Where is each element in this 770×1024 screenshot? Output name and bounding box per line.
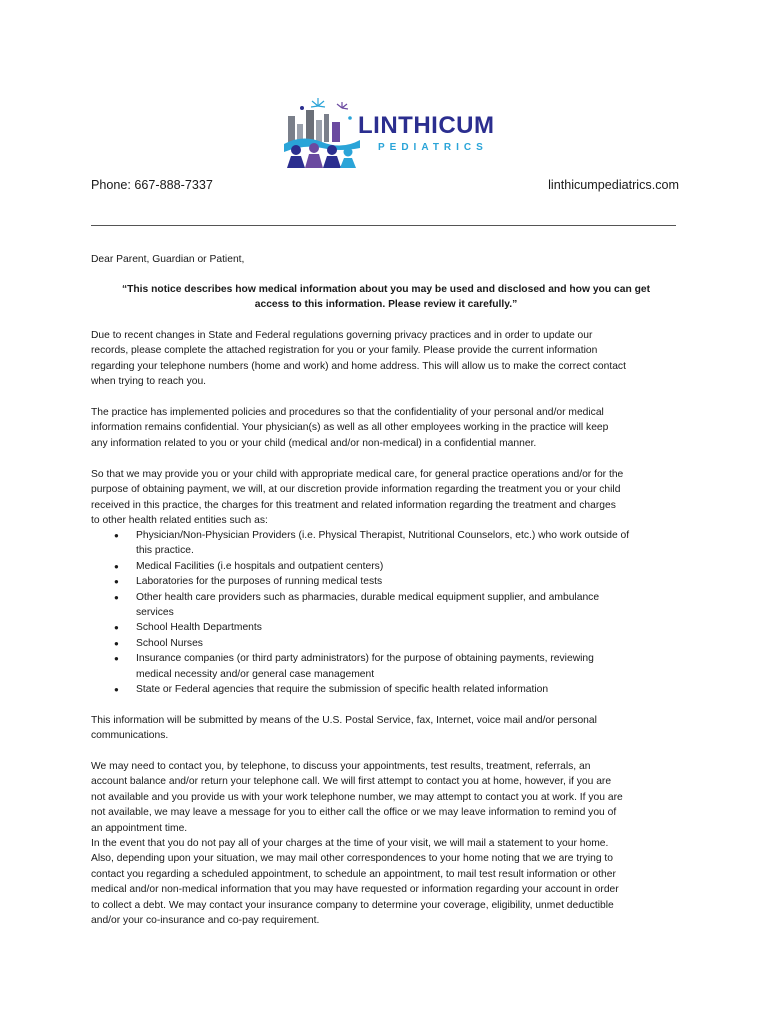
website-link[interactable]: linthicumpediatrics.com	[548, 178, 679, 192]
practice-logo	[282, 98, 495, 170]
list-item: ● School Health Departments	[91, 620, 683, 635]
list-item: ● School Nurses	[91, 636, 683, 651]
phone-number: Phone: 667-888-7337	[91, 178, 213, 192]
salutation: Dear Parent, Guardian or Patient,	[91, 254, 245, 265]
header-divider	[91, 225, 676, 226]
logo-subtitle: PEDIATRICS	[378, 142, 488, 153]
list-item: ● Physician/Non-Physician Providers (i.e. Physical Therapist, Nutritional Counselors, etc.) who work outside of this practice.	[91, 528, 683, 559]
list-item: ● State or Federal agencies that require the submission of specific health related information	[91, 682, 683, 697]
list-item: ● Medical Facilities (i.e hospitals and outpatient centers)	[91, 559, 683, 574]
list-item: ● Other health care providers such as pharmacies, durable medical equipment supplier, and ambulance services	[91, 590, 683, 621]
privacy-notice-heading: “This notice describes how medical information about you may be used and disclosed and how you can get access to this information. Please review it carefully.”	[121, 284, 651, 311]
paragraph-contact-and-billing: We may need to contact you, by telephone, to discuss your appointments, test results, treatment, referrals, an account balance and/or return your telephone call. We will first attempt to contact you at home, however, if you are not available and you provide us with your work telephone number, we may attempt to contact you at work. If you are not available, we may leave a message for you to either call the office or we may leave information to remind you of an appointment time. In the event that you do not pay all of your charges at the time of your visit, we will mail a statement to your home. Also, depending upon your situation, we may mail other correspondences to your home noting that we are trying to contact you regarding a scheduled appointment, to schedule an appointment, to mail test result information or other medical and/or non-medical information that you may have requested or information regarding your account in order to collect a debt. We may contact your insurance company to determine your coverage, eligibility, unmet deductible and/or your co-insurance and co-pay requirement.	[91, 761, 623, 927]
paragraph-disclosure: So that we may provide you or your child with appropriate medical care, for general practice operations and/or for the purpose of obtaining payment, we will, at our discretion provide information regarding the treatment you or your child received in this practice, the charges for this treatment and related information regarding the treatment and charges to other health related entities such as:	[91, 469, 624, 527]
contact-row	[91, 178, 679, 192]
paragraph-submission: This information will be submitted by means of the U.S. Postal Service, fax, Internet, voice mail and/or personal communications.	[91, 715, 597, 742]
logo-emblem-icon	[282, 98, 362, 170]
list-item: ● Insurance companies (or third party administrators) for the purpose of obtaining payments, reviewing medical necessity and/or general case management	[91, 651, 683, 682]
paragraph-regulations: Due to recent changes in State and Federal regulations governing privacy practices and in order to update our records, please complete the attached registration for you or your family. Please provide the current information regarding your telephone numbers (home and work) and home address. This will allow us to make the correct contact when trying to reach you.	[91, 330, 626, 388]
logo-wordmark: LINTHICUM	[358, 112, 495, 139]
paragraph-confidentiality: The practice has implemented policies and procedures so that the confidentiality of your personal and/or medical information remains confidential. Your physician(s) as well as all other employees working in the practice will keep any information related to you or your child (medical and/or non-medical) in a confidential manner.	[91, 407, 609, 449]
health-entities-list	[91, 528, 683, 697]
list-item: ● Laboratories for the purposes of running medical tests	[91, 574, 683, 589]
